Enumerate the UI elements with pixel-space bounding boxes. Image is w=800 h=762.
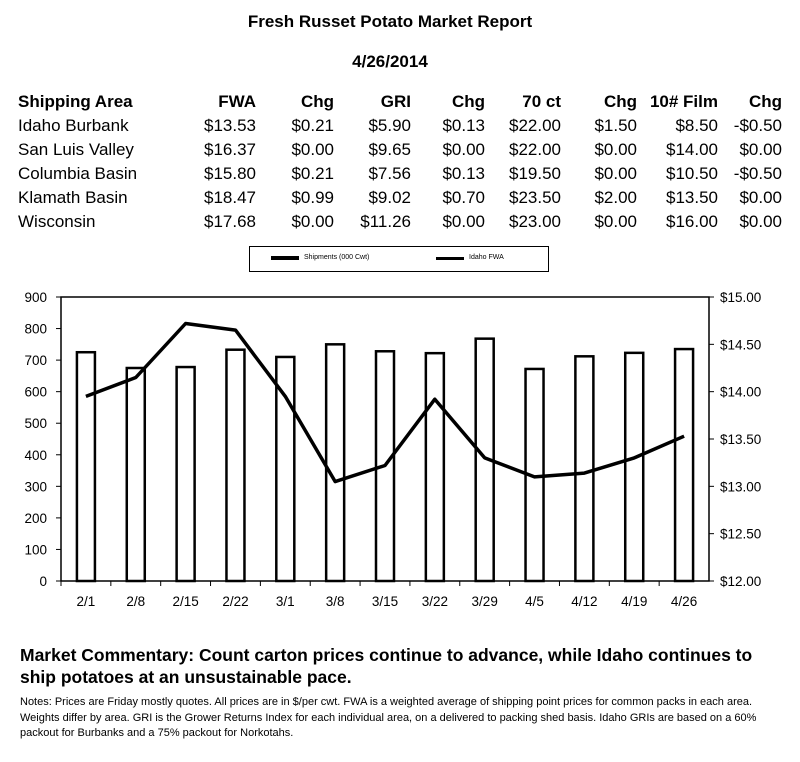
right-axis-tick-label: $15.00: [720, 290, 762, 305]
cell-gri-chg: $0.00: [442, 140, 485, 159]
report-title: Fresh Russet Potato Market Report: [247, 12, 533, 31]
shipments-bar: [326, 344, 344, 581]
cell-fwa: $16.37: [204, 140, 256, 159]
x-axis-tick-label: 3/1: [275, 594, 295, 609]
cell-gri-chg: $0.70: [442, 188, 485, 207]
cell-fwa-chg: $0.00: [291, 212, 334, 231]
cell-film: $8.50: [675, 116, 718, 135]
table-header-row: [18, 90, 782, 114]
x-axis-tick-label: 2/1: [76, 594, 96, 609]
cell-70ct-chg: $0.00: [594, 212, 637, 231]
cell-70ct: $23.50: [509, 188, 561, 207]
x-axis-tick-label: 2/8: [126, 594, 146, 609]
legend-shipments-label: Shipments (000 Cwt): [304, 254, 370, 261]
left-axis-tick-label: 800: [24, 321, 47, 337]
x-axis-tick-label: 4/26: [670, 594, 698, 609]
right-axis-tick-label: $14.50: [720, 337, 762, 353]
cell-film-chg: -$0.50: [733, 116, 782, 135]
cell-fwa: $15.80: [204, 164, 256, 183]
market-commentary: Market Commentary: Count carton prices continue to advance, while Idaho continues to ship potatoes at an unsustainable pace.: [20, 645, 753, 687]
table-row: [18, 162, 782, 186]
cell-gri-chg: $0.00: [442, 212, 485, 231]
left-axis-tick-label: 400: [24, 447, 47, 463]
cell-area: Columbia Basin: [18, 164, 138, 183]
cell-film-chg: -$0.50: [733, 164, 782, 183]
shipments-bar: [426, 353, 444, 581]
cell-70ct: $19.50: [509, 164, 561, 183]
shipments-bar: [675, 349, 693, 581]
cell-70ct-chg: $2.00: [594, 188, 637, 207]
cell-70ct: $22.00: [509, 140, 561, 159]
shipments-bar: [177, 367, 195, 581]
cell-fwa-chg: $0.99: [291, 188, 334, 207]
cell-70ct: $23.00: [509, 212, 561, 231]
cell-gri: $9.65: [368, 140, 411, 159]
x-axis-tick-label: 3/22: [421, 594, 448, 609]
cell-fwa-chg: $0.00: [291, 140, 334, 159]
x-axis-tick-label: 4/5: [525, 594, 544, 609]
header-70ct-chg: Chg: [603, 92, 637, 111]
legend-shipments-swatch: [271, 256, 299, 260]
header-10lb-film: 10# Film: [649, 92, 718, 111]
shipments-bar: [575, 356, 593, 581]
legend-fwa-label: Idaho FWA: [469, 254, 504, 261]
x-axis-tick-label: 4/19: [621, 594, 648, 609]
header-gri: GRI: [380, 92, 411, 111]
header-shipping-area: Shipping Area: [18, 92, 133, 111]
cell-area: Idaho Burbank: [18, 116, 129, 135]
shipments-bar: [77, 352, 95, 581]
header-fwa-chg: Chg: [300, 92, 334, 111]
cell-gri: $11.26: [360, 212, 411, 231]
x-axis-tick-label: 3/15: [371, 594, 399, 609]
left-axis-tick-label: 700: [24, 353, 47, 369]
shipments-bar: [226, 350, 244, 581]
right-axis-tick-label: $13.00: [720, 479, 762, 495]
cell-gri-chg: $0.13: [442, 116, 485, 135]
x-axis-tick-label: 2/15: [172, 594, 199, 609]
cell-fwa-chg: $0.21: [291, 116, 334, 135]
right-axis-tick-label: $13.50: [720, 432, 762, 447]
right-axis-tick-label: $12.50: [720, 526, 762, 542]
cell-70ct: $22.00: [509, 116, 561, 135]
header-gri-chg: Chg: [451, 92, 485, 111]
cell-gri: $9.02: [368, 188, 411, 207]
chart-legend: [249, 246, 549, 272]
cell-film: $16.00: [666, 212, 718, 231]
left-axis-tick-label: 900: [24, 290, 47, 305]
x-axis-tick-label: 3/29: [471, 594, 498, 609]
cell-fwa: $13.53: [204, 116, 256, 135]
combo-chart: [0, 280, 800, 620]
report-notes: Notes: Prices are Friday mostly quotes. All prices are in $/per cwt. FWA is a weighted average of shipping point prices for common packs in each area. Weights differ by area. GRI is the Grower Returns Index for each individual area, on a delivered to packing shed basis. Idaho GRIs are based on a 60% packout for Burbanks and a 75% packout for Norkotahs.: [20, 696, 757, 739]
cell-gri-chg: $0.13: [442, 164, 485, 183]
table-row: [18, 138, 782, 162]
shipments-bar: [127, 368, 145, 581]
legend-fwa-swatch: [436, 257, 464, 260]
header-fwa: FWA: [218, 92, 256, 111]
cell-gri: $7.56: [368, 164, 411, 183]
cell-area: Klamath Basin: [18, 188, 128, 207]
shipments-bar: [625, 353, 643, 581]
cell-film: $13.50: [666, 188, 718, 207]
cell-film-chg: $0.00: [739, 188, 782, 207]
left-axis-tick-label: 0: [39, 574, 47, 589]
cell-film-chg: $0.00: [739, 212, 782, 231]
right-axis-tick-label: $14.00: [720, 384, 762, 400]
left-axis-tick-label: 100: [24, 542, 47, 558]
cell-70ct-chg: $0.00: [594, 164, 637, 183]
left-axis-tick-label: 600: [24, 384, 47, 400]
cell-70ct-chg: $0.00: [594, 140, 637, 159]
cell-fwa: $18.47: [204, 188, 256, 207]
cell-area: Wisconsin: [18, 212, 96, 231]
header-10lb-film-chg: Chg: [748, 92, 782, 111]
x-axis-tick-label: 3/8: [325, 594, 345, 609]
cell-film: $14.00: [666, 140, 718, 159]
table-row: [18, 114, 782, 138]
header-70ct: 70 ct: [522, 92, 561, 111]
cell-area: San Luis Valley: [18, 140, 134, 159]
table-row: [18, 186, 782, 210]
x-axis-tick-label: 2/22: [222, 594, 249, 609]
report-date: 4/26/2014: [352, 52, 428, 71]
cell-70ct-chg: $1.50: [594, 116, 637, 135]
table-row: [18, 210, 782, 234]
price-table: [18, 90, 782, 234]
cell-gri: $5.90: [368, 116, 411, 135]
left-axis-tick-label: 500: [24, 416, 47, 432]
right-axis-tick-label: $12.00: [720, 574, 762, 589]
cell-film: $10.50: [666, 164, 718, 183]
cell-fwa: $17.68: [204, 212, 256, 231]
x-axis-tick-label: 4/12: [571, 594, 598, 609]
cell-fwa-chg: $0.21: [291, 164, 334, 183]
left-axis-tick-label: 200: [24, 510, 47, 526]
left-axis-tick-label: 300: [24, 479, 47, 495]
cell-film-chg: $0.00: [739, 140, 782, 159]
